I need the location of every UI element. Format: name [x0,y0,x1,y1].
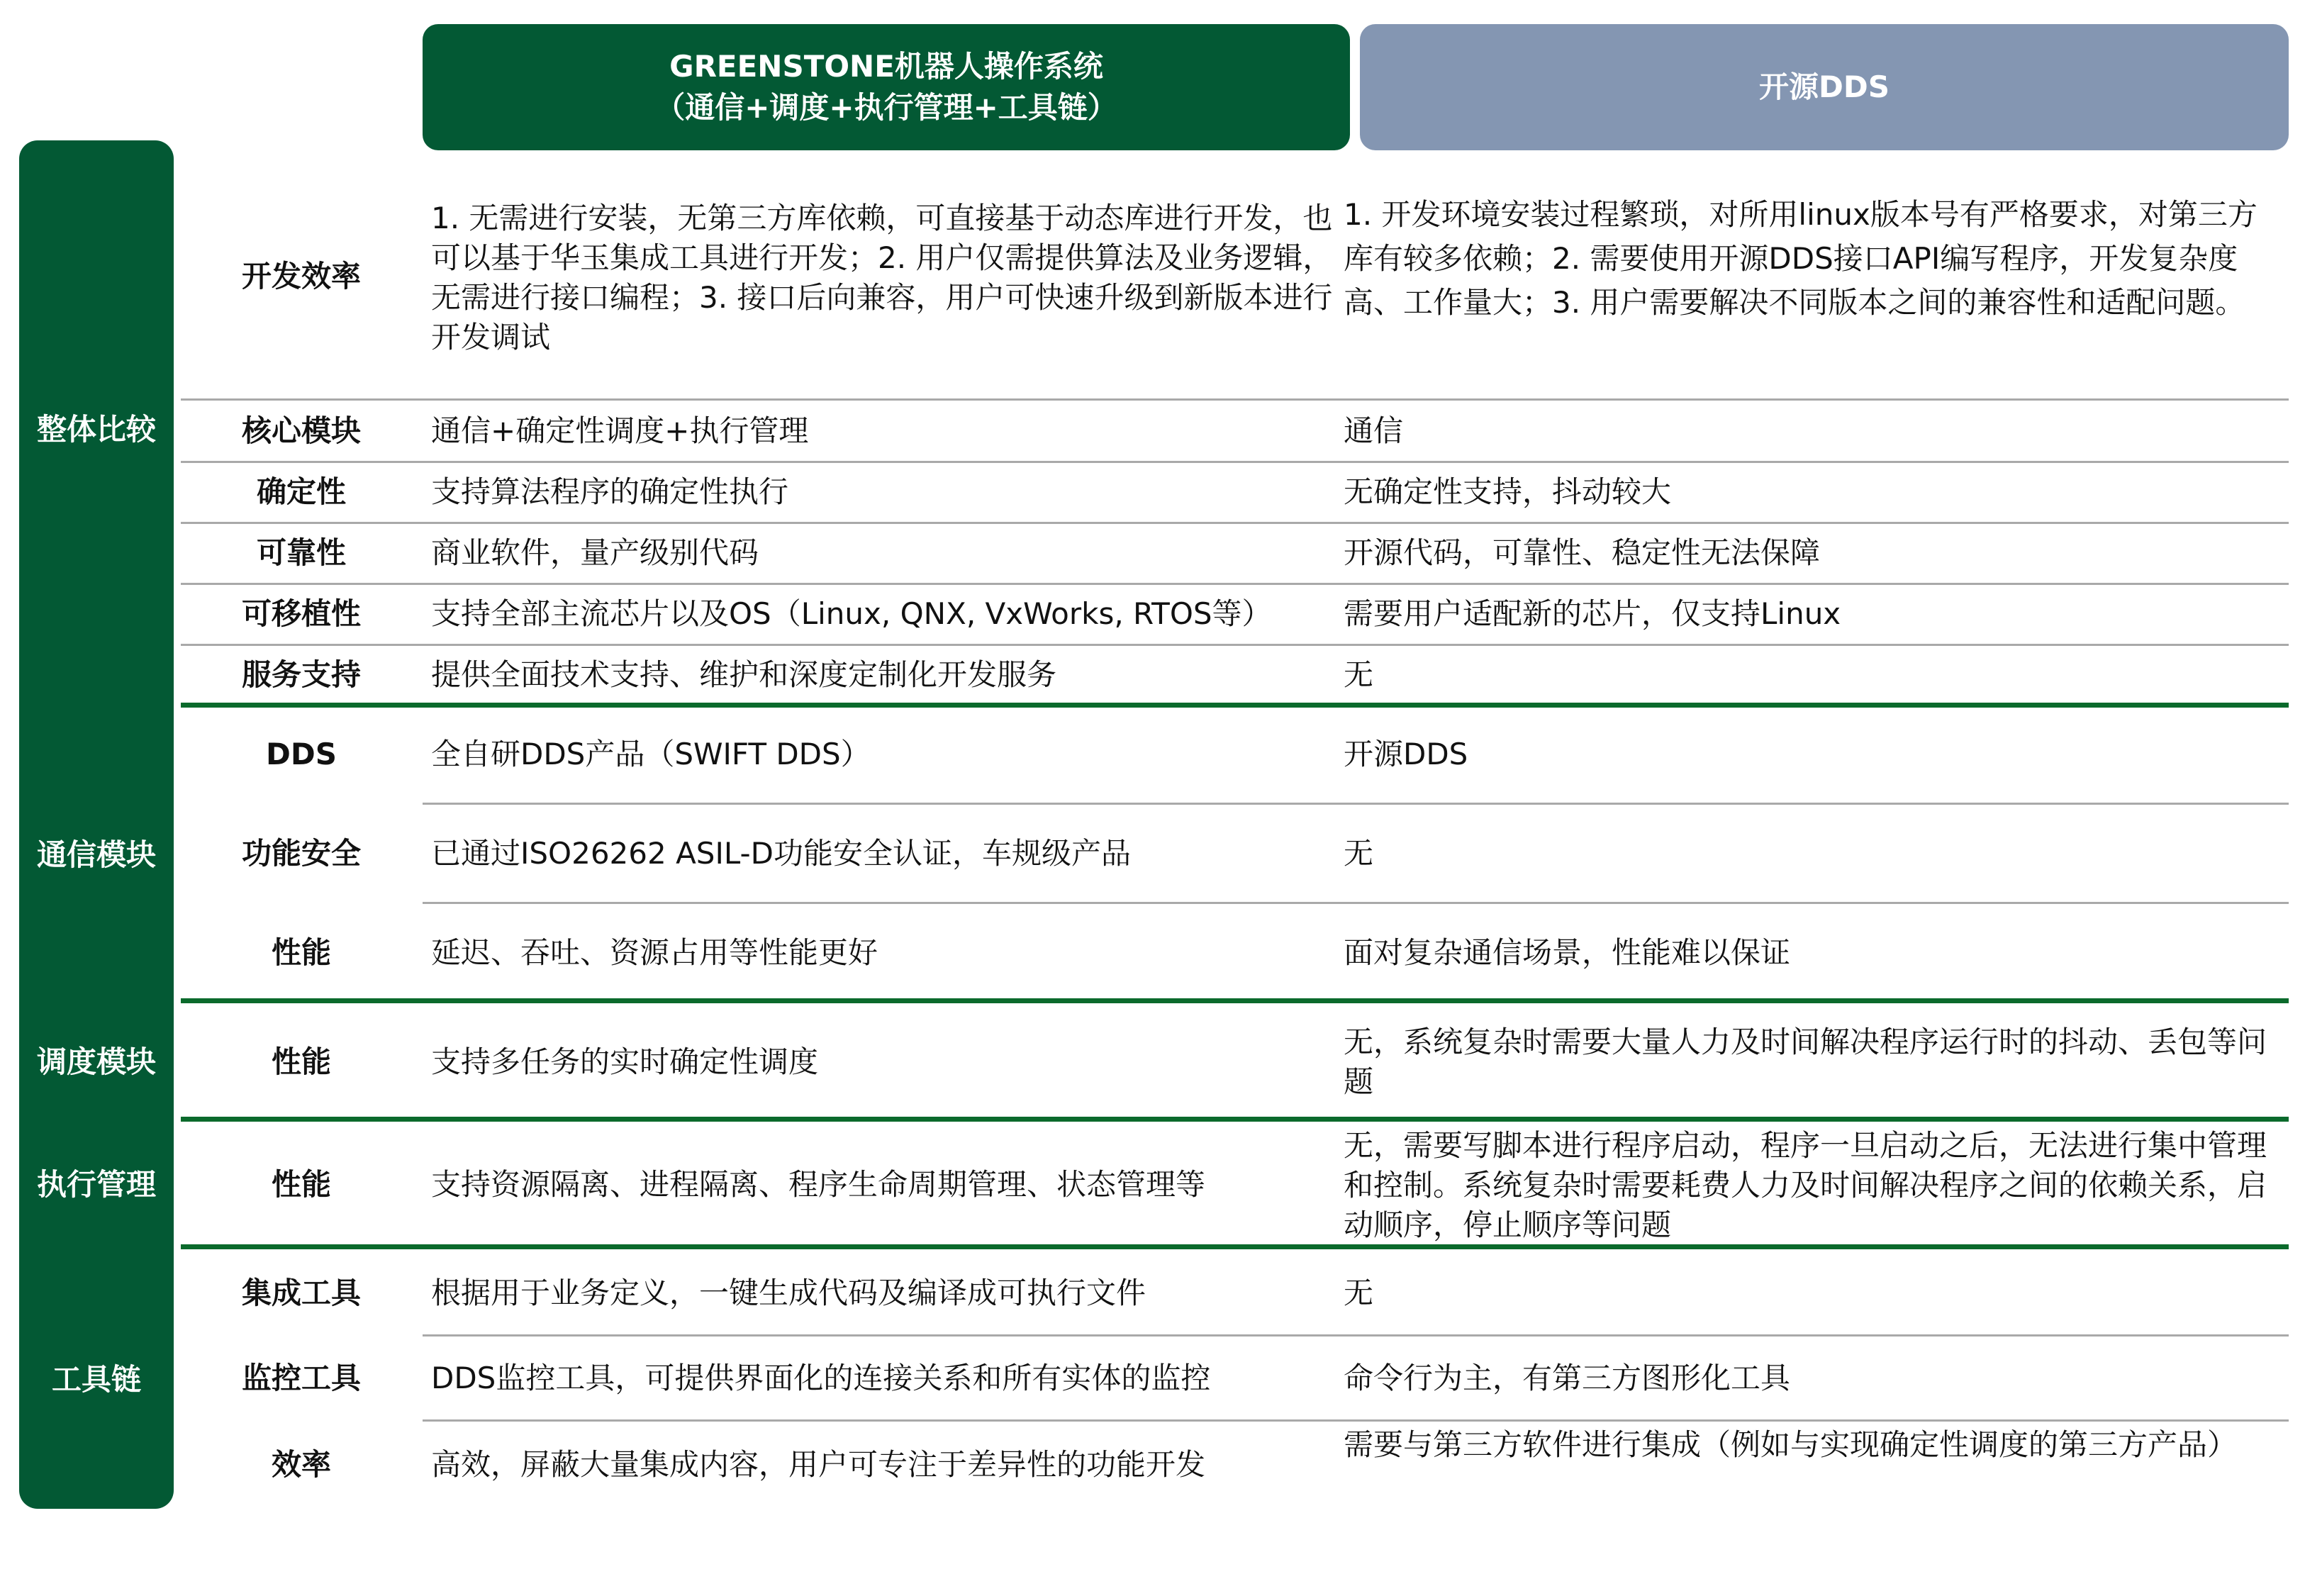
section-divider [181,1244,2289,1249]
row-label-comm-performance: 性能 [271,935,331,970]
greenstone-cell: 延迟、吞吐、资源占用等性能更好 [431,935,878,970]
row-divider [181,583,2289,585]
dds-cell: 通信 [1344,413,1404,448]
group-label-sched: 调度模块 [36,1044,156,1079]
group-label-comm: 通信模块 [36,837,156,872]
section-divider [181,1117,2289,1122]
greenstone-cell: DDS监控工具，可提供界面化的连接关系和所有实体的监控 [431,1361,1211,1395]
row-divider [423,1334,2289,1336]
row-label-core-module: 核心模块 [241,413,361,448]
row-label-portability: 可移植性 [241,596,361,631]
row-label-efficiency: 效率 [271,1447,331,1482]
row-divider [181,398,2289,401]
category-bar [19,140,174,1509]
group-label-exec: 执行管理 [36,1167,156,1202]
row-label-functional-safety: 功能安全 [241,836,361,871]
greenstone-cell: 1. 无需进行安装，无第三方库依赖，可直接基于动态库进行开发，也可以基于华玉集成工具进行开发；2. 用户仅需提供算法及业务逻辑，无需进行接口编程；3. 接口后向兼容，用户可快速升级到新版本进行开发调试 [431,201,1333,355]
dds-cell: 1. 开发环境安装过程繁琐，对所用linux版本号有严格要求，对第三方库有较多依赖；2. 需要使用开源DDS接口API编写程序，开发复杂度高、工作量大；3. 用户需要解决不同版本之间的兼容性和适配问题。 [1344,197,2257,320]
section-divider [181,998,2289,1003]
row-label-sched-performance: 性能 [271,1044,331,1079]
greenstone-cell: 通信+确定性调度+执行管理 [431,413,809,448]
dds-cell: 无，需要写脚本进行程序启动，程序一旦启动之后，无法进行集中管理和控制。系统复杂时需要耗费人力及时间解决程序之间的依赖关系，启动顺序，停止顺序等问题 [1344,1128,2267,1242]
dds-cell: 无确定性支持，抖动较大 [1344,474,1672,509]
greenstone-cell: 支持资源隔离、进程隔离、程序生命周期管理、状态管理等 [431,1167,1206,1202]
row-label-exec-performance: 性能 [271,1167,331,1202]
greenstone-header-subtitle: （通信+调度+执行管理+工具链） [655,90,1117,125]
dds-cell: 无，系统复杂时需要大量人力及时间解决程序运行时的抖动、丢包等问题 [1344,1025,2267,1099]
greenstone-cell: 高效，屏蔽大量集成内容，用户可专注于差异性的功能开发 [431,1447,1206,1482]
row-divider [181,461,2289,463]
greenstone-cell: 已通过ISO26262 ASIL-D功能安全认证，车规级产品 [431,836,1132,871]
dds-cell: 需要与第三方软件进行集成（例如与实现确定性调度的第三方产品） [1344,1427,2238,1462]
group-label-overall: 整体比较 [36,412,156,447]
greenstone-cell: 全自研DDS产品（SWIFT DDS） [431,737,871,771]
greenstone-cell: 提供全面技术支持、维护和深度定制化开发服务 [431,657,1057,692]
row-divider [423,1419,2289,1422]
row-divider [423,902,2289,904]
dds-header-title: 开源DDS [1759,69,1890,104]
dds-cell: 命令行为主，有第三方图形化工具 [1344,1361,1791,1395]
row-divider [181,644,2289,646]
row-divider [181,522,2289,524]
row-label-monitor-tool: 监控工具 [241,1361,361,1395]
section-divider [181,703,2289,708]
row-label-service-support: 服务支持 [241,657,361,692]
row-label-determinism: 确定性 [256,474,346,509]
row-label-dds: DDS [266,737,337,771]
group-label-tools: 工具链 [51,1362,141,1397]
greenstone-cell: 商业软件，量产级别代码 [431,535,759,570]
row-label-reliability: 可靠性 [256,535,346,570]
greenstone-column-header [423,24,1350,150]
greenstone-header-title: GREENSTONE机器人操作系统 [669,49,1103,84]
greenstone-cell: 支持多任务的实时确定性调度 [431,1044,819,1079]
dds-cell: 开源代码，可靠性、稳定性无法保障 [1344,535,1821,570]
dds-column-header [1360,24,2289,150]
dds-cell: 无 [1344,1276,1374,1310]
dds-cell: 无 [1344,657,1374,692]
row-label-dev-efficiency: 开发效率 [241,259,361,294]
greenstone-cell: 根据用于业务定义，一键生成代码及编译成可执行文件 [431,1276,1146,1310]
dds-cell: 开源DDS [1344,737,1468,771]
row-label-integration-tool: 集成工具 [241,1276,361,1310]
row-divider [423,803,2289,805]
greenstone-cell: 支持全部主流芯片以及OS（Linux, QNX, VxWorks, RTOS等） [431,596,1272,631]
greenstone-cell: 支持算法程序的确定性执行 [431,474,789,509]
dds-cell: 需要用户适配新的芯片，仅支持Linux [1344,596,1841,631]
dds-cell: 面对复杂通信场景，性能难以保证 [1344,935,1791,970]
dds-cell: 无 [1344,836,1374,871]
